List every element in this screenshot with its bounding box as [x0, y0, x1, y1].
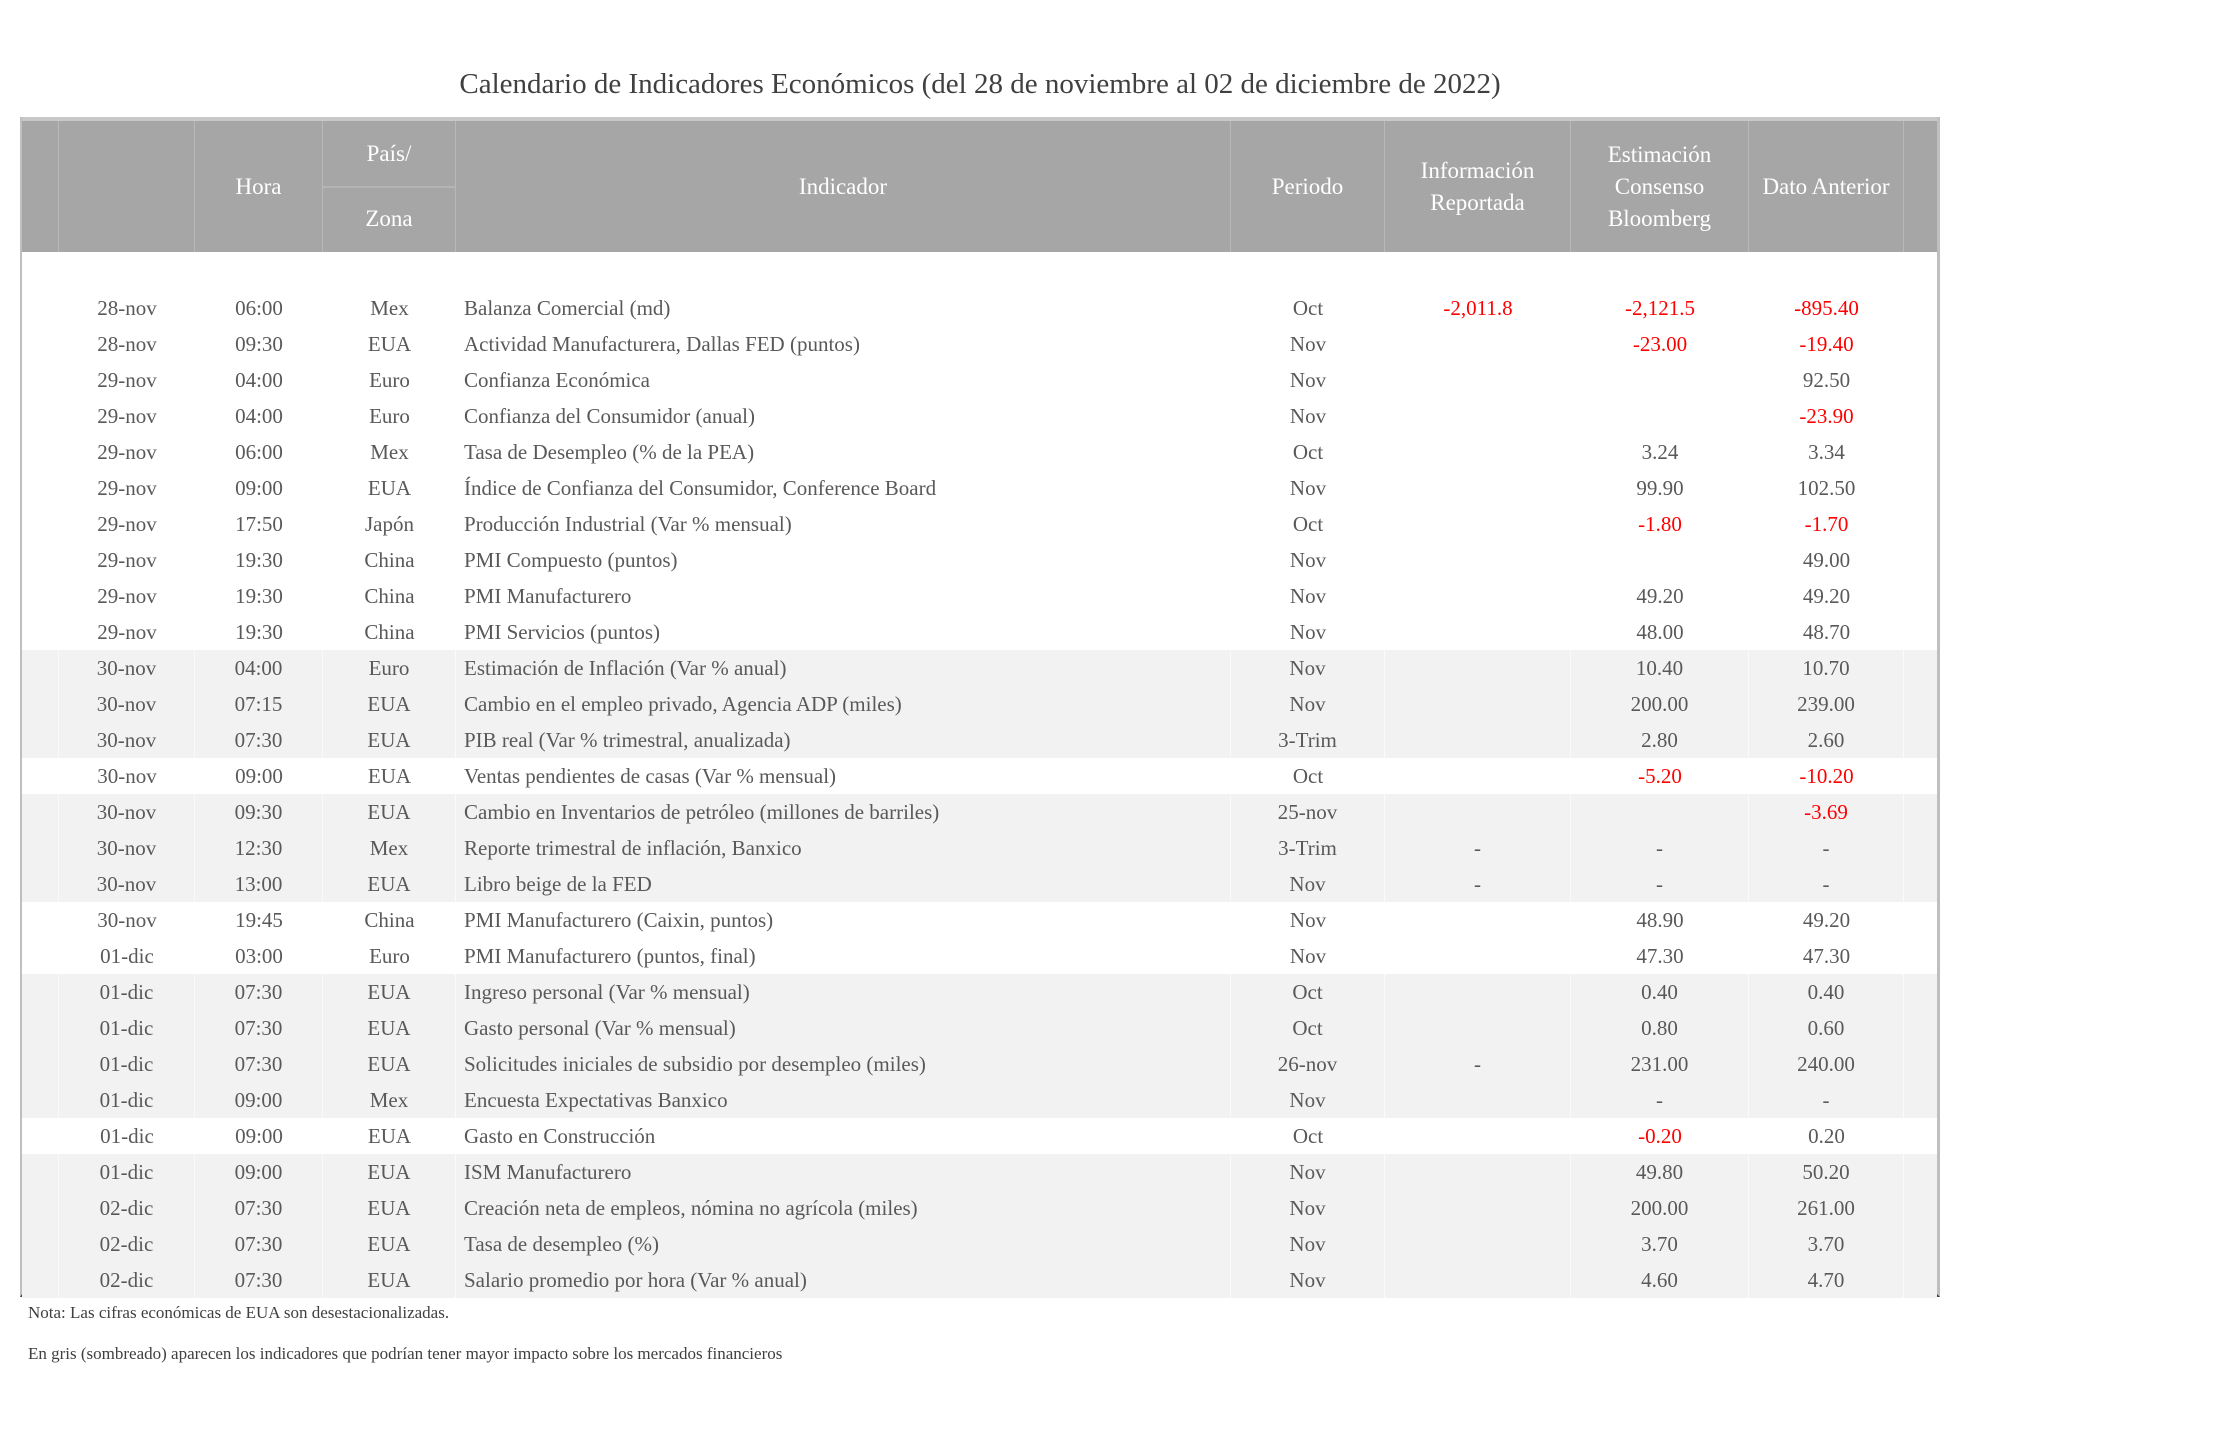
cell-periodo: Oct	[1292, 512, 1324, 536]
cell-hora: 06:00	[235, 296, 283, 320]
cell-ant: 0.20	[1808, 1124, 1845, 1148]
cell-blank	[22, 938, 59, 974]
cell-info	[1385, 686, 1571, 722]
cell-ant: 240.00	[1749, 1046, 1904, 1082]
cell-indicador: Solicitudes iniciales de subsidio por desempleo (miles)	[456, 1046, 1231, 1082]
cell-ant: -	[1749, 1082, 1904, 1118]
cell-pais: Euro	[323, 650, 456, 686]
cell-est	[1571, 542, 1749, 578]
cell-fecha: 01-dic	[59, 1082, 195, 1118]
cell-fecha: 30-nov	[97, 908, 157, 932]
cell-indicador: Gasto en Construcción	[464, 1124, 656, 1148]
cell-fecha: 01-dic	[100, 1124, 154, 1148]
cell-ant: 102.50	[1797, 476, 1856, 500]
cell-est: -5.20	[1638, 764, 1682, 788]
cell-periodo: Oct	[1231, 974, 1385, 1010]
cell-fecha: 01-dic	[59, 974, 195, 1010]
cell-pais: China	[364, 908, 415, 932]
cell-blank	[22, 1262, 59, 1298]
cell-fecha: 30-nov	[59, 686, 195, 722]
cell-blank	[22, 1118, 59, 1154]
cell-indicador: Tasa de desempleo (%)	[456, 1226, 1231, 1262]
header-dato-anterior: Dato Anterior	[1749, 121, 1904, 252]
table-row	[22, 794, 1937, 830]
cell-blank	[22, 650, 59, 686]
cell-periodo: Nov	[1231, 1226, 1385, 1262]
cell-info	[1385, 434, 1571, 470]
cell-periodo: 25-nov	[1231, 794, 1385, 830]
cell-info	[1385, 614, 1571, 650]
cell-est: 49.80	[1571, 1154, 1749, 1190]
cell-indicador: Confianza Económica	[464, 368, 651, 392]
cell-hora: 19:45	[235, 908, 283, 932]
cell-info	[1385, 506, 1571, 542]
header-blank-right	[1904, 121, 1942, 252]
cell-fecha: 30-nov	[59, 722, 195, 758]
cell-pais: EUA	[323, 974, 456, 1010]
cell-info	[1385, 1226, 1571, 1262]
table-row	[22, 1154, 1937, 1190]
cell-indicador: Tasa de Desempleo (% de la PEA)	[464, 440, 755, 464]
cell-fecha: 29-nov	[97, 548, 157, 572]
cell-info: -	[1385, 1046, 1571, 1082]
cell-fecha: 02-dic	[59, 1190, 195, 1226]
cell-fecha: 02-dic	[59, 1262, 195, 1298]
cell-fecha: 29-nov	[97, 368, 157, 392]
cell-info	[1385, 938, 1571, 974]
cell-hora: 07:30	[195, 1262, 323, 1298]
cell-est: -1.80	[1638, 512, 1682, 536]
cell-est: 3.70	[1571, 1226, 1749, 1262]
cell-pais: EUA	[367, 764, 412, 788]
cell-est: 47.30	[1636, 944, 1684, 968]
cell-periodo: Nov	[1289, 332, 1327, 356]
header-pais	[323, 121, 456, 252]
cell-blank	[22, 614, 59, 650]
cell-blank	[22, 470, 59, 506]
cell-info	[1385, 542, 1571, 578]
cell-est: 10.40	[1571, 650, 1749, 686]
cell-ant: 0.40	[1749, 974, 1904, 1010]
cell-periodo: 26-nov	[1231, 1046, 1385, 1082]
cell-indicador: PIB real (Var % trimestral, anualizada)	[456, 722, 1231, 758]
cell-ant: -	[1749, 830, 1904, 866]
cell-blank	[22, 398, 59, 434]
cell-fecha: 01-dic	[59, 1046, 195, 1082]
cell-hora: 04:00	[235, 404, 283, 428]
table-row	[22, 290, 1937, 326]
cell-pais: Mex	[370, 296, 409, 320]
cell-est: -	[1571, 866, 1749, 902]
table-row	[22, 830, 1937, 866]
cell-fecha: 29-nov	[97, 512, 157, 536]
cell-est	[1571, 398, 1749, 434]
cell-hora: 03:00	[235, 944, 283, 968]
cell-periodo: Oct	[1292, 296, 1324, 320]
cell-periodo: Nov	[1231, 866, 1385, 902]
cell-pais: Euro	[369, 368, 410, 392]
cell-indicador: Cambio en Inventarios de petróleo (millones de barriles)	[456, 794, 1231, 830]
table-row	[22, 758, 1937, 794]
cell-blank	[22, 1082, 59, 1118]
cell-est: 200.00	[1571, 1190, 1749, 1226]
cell-ant: 3.70	[1749, 1226, 1904, 1262]
table-row	[22, 686, 1937, 722]
cell-indicador: Creación neta de empleos, nómina no agrícola (miles)	[456, 1190, 1231, 1226]
cell-pais: China	[364, 620, 415, 644]
cell-periodo: Nov	[1231, 1190, 1385, 1226]
cell-periodo: Nov	[1289, 944, 1327, 968]
note-shading: En gris (sombreado) aparecen los indicadores que podrían tener mayor impacto sobre los mercados financieros	[28, 1344, 783, 1363]
cell-hora: 09:30	[235, 332, 283, 356]
header-hora: Hora	[195, 121, 323, 252]
table-row	[22, 866, 1937, 902]
cell-ant: 261.00	[1749, 1190, 1904, 1226]
header-estimacion-consenso: Estimación Consenso Bloomberg	[1571, 121, 1749, 252]
cell-hora: 04:00	[195, 650, 323, 686]
cell-blank	[22, 1046, 59, 1082]
cell-info	[1385, 902, 1571, 938]
cell-ant: 0.60	[1749, 1010, 1904, 1046]
cell-periodo: Oct	[1292, 1124, 1324, 1148]
cell-blank	[22, 1190, 59, 1226]
cell-info	[1385, 758, 1571, 794]
cell-blank	[22, 1226, 59, 1262]
cell-indicador: Salario promedio por hora (Var % anual)	[456, 1262, 1231, 1298]
cell-indicador: PMI Manufacturero (puntos, final)	[464, 944, 756, 968]
table-row	[22, 1226, 1937, 1262]
table-row	[22, 506, 1937, 542]
cell-periodo: Nov	[1231, 1082, 1385, 1118]
cell-hora: 06:00	[235, 440, 283, 464]
cell-info	[1385, 1190, 1571, 1226]
cell-periodo: Nov	[1289, 548, 1327, 572]
cell-periodo: Nov	[1231, 1262, 1385, 1298]
cell-est	[1571, 362, 1749, 398]
cell-periodo: Nov	[1231, 686, 1385, 722]
cell-fecha: 29-nov	[97, 440, 157, 464]
cell-hora: 19:30	[235, 620, 283, 644]
cell-indicador: Gasto personal (Var % mensual)	[456, 1010, 1231, 1046]
header-informacion-reportada: Información Reportada	[1385, 121, 1571, 252]
cell-indicador: PMI Servicios (puntos)	[464, 620, 660, 644]
cell-est: -	[1571, 1082, 1749, 1118]
cell-periodo: Nov	[1289, 404, 1327, 428]
cell-blank	[22, 794, 59, 830]
cell-info	[1385, 1010, 1571, 1046]
cell-periodo: Nov	[1289, 584, 1327, 608]
cell-hora: 09:00	[195, 1082, 323, 1118]
cell-info	[1385, 794, 1571, 830]
table-row	[22, 326, 1937, 362]
cell-ant: -23.90	[1799, 404, 1854, 428]
table-row	[22, 470, 1937, 506]
cell-info	[1385, 1262, 1571, 1298]
cell-indicador: Producción Industrial (Var % mensual)	[464, 512, 792, 536]
cell-fecha: 29-nov	[97, 476, 157, 500]
cell-hora: 09:00	[235, 764, 283, 788]
cell-hora: 17:50	[235, 512, 283, 536]
cell-est: 3.24	[1641, 440, 1679, 464]
cell-hora: 07:30	[195, 1046, 323, 1082]
cell-est: 0.80	[1571, 1010, 1749, 1046]
cell-hora: 12:30	[195, 830, 323, 866]
table-row	[22, 938, 1937, 974]
cell-hora: 07:30	[195, 1010, 323, 1046]
header-pais-line2: Zona	[365, 205, 413, 231]
table-title: Calendario de Indicadores Económicos (del 28 de noviembre al 02 de diciembre de 2022)	[459, 68, 1501, 100]
cell-fecha: 01-dic	[100, 944, 154, 968]
cell-pais: China	[364, 584, 415, 608]
cell-indicador: Actividad Manufacturera, Dallas FED (puntos)	[464, 332, 860, 356]
cell-fecha: 29-nov	[97, 620, 157, 644]
header-blank	[22, 121, 59, 252]
cell-blank	[22, 1154, 59, 1190]
cell-indicador: PMI Manufacturero (Caixin, puntos)	[464, 908, 774, 932]
cell-est: 2.80	[1571, 722, 1749, 758]
cell-pais: Mex	[323, 830, 456, 866]
cell-periodo: Oct	[1231, 1010, 1385, 1046]
cell-fecha: 02-dic	[59, 1226, 195, 1262]
cell-periodo: Nov	[1289, 908, 1327, 932]
cell-fecha: 29-nov	[97, 404, 157, 428]
table-row	[22, 542, 1937, 578]
cell-fecha: 01-dic	[59, 1010, 195, 1046]
cell-fecha: 30-nov	[59, 830, 195, 866]
cell-est: 231.00	[1571, 1046, 1749, 1082]
cell-pais: EUA	[367, 1124, 412, 1148]
cell-pais: EUA	[367, 332, 412, 356]
cell-periodo: Nov	[1289, 620, 1327, 644]
cell-ant: -3.69	[1749, 794, 1904, 830]
cell-hora: 09:00	[235, 1124, 283, 1148]
cell-periodo: Oct	[1292, 440, 1324, 464]
cell-ant: 49.00	[1802, 548, 1851, 572]
cell-info: -2,011.8	[1443, 296, 1513, 320]
cell-ant: -19.40	[1799, 332, 1854, 356]
cell-indicador: ISM Manufacturero	[456, 1154, 1231, 1190]
cell-pais: EUA	[323, 1010, 456, 1046]
cell-hora: 07:30	[195, 1226, 323, 1262]
cell-ant: -10.20	[1799, 764, 1854, 788]
cell-hora: 07:30	[195, 974, 323, 1010]
cell-fecha: 28-nov	[97, 296, 157, 320]
cell-info	[1385, 1154, 1571, 1190]
cell-est: 0.40	[1571, 974, 1749, 1010]
cell-hora: 07:15	[195, 686, 323, 722]
cell-info	[1385, 578, 1571, 614]
cell-ant: 50.20	[1749, 1154, 1904, 1190]
cell-indicador: Confianza del Consumidor (anual)	[464, 404, 756, 428]
cell-est: -0.20	[1638, 1124, 1682, 1148]
table-row	[22, 1262, 1937, 1298]
cell-indicador: PMI Compuesto (puntos)	[464, 548, 678, 572]
cell-indicador: Ingreso personal (Var % mensual)	[456, 974, 1231, 1010]
cell-hora: 09:00	[235, 476, 283, 500]
cell-fecha: 30-nov	[59, 650, 195, 686]
cell-pais: EUA	[323, 1154, 456, 1190]
cell-blank	[22, 434, 59, 470]
cell-info	[1385, 326, 1571, 362]
cell-periodo: Nov	[1231, 1154, 1385, 1190]
cell-blank	[22, 506, 59, 542]
cell-info	[1385, 398, 1571, 434]
cell-fecha: 29-nov	[97, 584, 157, 608]
table-row	[22, 614, 1937, 650]
cell-pais: Japón	[365, 512, 414, 536]
cell-periodo: Nov	[1231, 650, 1385, 686]
table-row	[22, 974, 1937, 1010]
table-header	[22, 117, 1937, 252]
header-periodo: Periodo	[1231, 121, 1385, 252]
cell-blank	[22, 1010, 59, 1046]
cell-blank	[22, 290, 59, 326]
cell-ant: 3.34	[1808, 440, 1845, 464]
cell-hora: 09:30	[195, 794, 323, 830]
table-row	[22, 398, 1937, 434]
cell-fecha: 30-nov	[97, 764, 157, 788]
table-row	[22, 1082, 1937, 1118]
cell-ant: 47.30	[1802, 944, 1851, 968]
table-row	[22, 1118, 1937, 1154]
cell-ant: 4.70	[1749, 1262, 1904, 1298]
cell-info: -	[1385, 866, 1571, 902]
cell-info	[1385, 650, 1571, 686]
cell-pais: Euro	[369, 944, 410, 968]
cell-ant: -1.70	[1804, 512, 1849, 536]
cell-est: -	[1571, 830, 1749, 866]
table-row	[22, 1046, 1937, 1082]
cell-ant: 92.50	[1802, 368, 1851, 392]
cell-indicador: Ventas pendientes de casas (Var % mensual)	[464, 764, 837, 788]
cell-ant: 48.70	[1802, 620, 1851, 644]
header-fecha	[59, 121, 195, 252]
cell-info	[1385, 974, 1571, 1010]
cell-hora: 07:30	[195, 1190, 323, 1226]
table-row	[22, 434, 1937, 470]
table-row	[22, 650, 1937, 686]
cell-blank	[22, 362, 59, 398]
cell-blank	[22, 902, 59, 938]
cell-fecha: 30-nov	[59, 794, 195, 830]
cell-info	[1385, 1118, 1571, 1154]
cell-info	[1385, 470, 1571, 506]
cell-pais: EUA	[323, 1226, 456, 1262]
cell-ant: 2.60	[1749, 722, 1904, 758]
cell-blank	[22, 974, 59, 1010]
cell-ant: 239.00	[1749, 686, 1904, 722]
cell-est: 48.00	[1636, 620, 1684, 644]
cell-blank	[22, 326, 59, 362]
cell-blank	[22, 542, 59, 578]
table-row	[22, 902, 1937, 938]
cell-fecha: 28-nov	[97, 332, 157, 356]
cell-periodo: 3-Trim	[1231, 722, 1385, 758]
cell-ant: 10.70	[1749, 650, 1904, 686]
cell-pais: Mex	[370, 440, 409, 464]
table-row	[22, 722, 1937, 758]
cell-pais: EUA	[323, 866, 456, 902]
cell-pais: China	[364, 548, 415, 572]
cell-est: 49.20	[1636, 584, 1684, 608]
table-row	[22, 1010, 1937, 1046]
cell-indicador: Estimación de Inflación (Var % anual)	[456, 650, 1231, 686]
cell-fecha: 30-nov	[59, 866, 195, 902]
economic-calendar-table	[20, 117, 1940, 1297]
cell-est: 99.90	[1636, 476, 1684, 500]
cell-blank	[22, 722, 59, 758]
cell-periodo: Oct	[1292, 764, 1324, 788]
cell-pais: EUA	[323, 686, 456, 722]
cell-info	[1385, 1082, 1571, 1118]
cell-est: 48.90	[1636, 908, 1684, 932]
cell-info	[1385, 722, 1571, 758]
cell-info: -	[1385, 830, 1571, 866]
cell-hora: 07:30	[195, 722, 323, 758]
cell-indicador: Encuesta Expectativas Banxico	[456, 1082, 1231, 1118]
cell-pais: Euro	[369, 404, 410, 428]
cell-periodo: Nov	[1289, 476, 1327, 500]
cell-pais: EUA	[367, 476, 412, 500]
cell-periodo: Nov	[1289, 368, 1327, 392]
cell-blank	[22, 686, 59, 722]
cell-periodo: 3-Trim	[1231, 830, 1385, 866]
header-indicador: Indicador	[456, 121, 1231, 252]
cell-pais: EUA	[323, 794, 456, 830]
cell-pais: Mex	[323, 1082, 456, 1118]
cell-hora: 04:00	[235, 368, 283, 392]
cell-est: -2,121.5	[1625, 296, 1695, 320]
cell-indicador: Libro beige de la FED	[456, 866, 1231, 902]
cell-indicador: Cambio en el empleo privado, Agencia ADP (miles)	[456, 686, 1231, 722]
cell-blank	[22, 866, 59, 902]
cell-fecha: 01-dic	[59, 1154, 195, 1190]
cell-pais: EUA	[323, 722, 456, 758]
table-row	[22, 1190, 1937, 1226]
cell-est: 4.60	[1571, 1262, 1749, 1298]
cell-indicador: Índice de Confianza del Consumidor, Conference Board	[464, 476, 937, 500]
cell-indicador: Reporte trimestral de inflación, Banxico	[456, 830, 1231, 866]
cell-hora: 09:00	[195, 1154, 323, 1190]
header-pais-line1: País/	[323, 121, 455, 188]
cell-hora: 19:30	[235, 548, 283, 572]
cell-hora: 13:00	[195, 866, 323, 902]
cell-blank	[22, 758, 59, 794]
cell-ant: 49.20	[1802, 584, 1851, 608]
cell-est: -23.00	[1632, 332, 1688, 356]
cell-blank	[22, 578, 59, 614]
cell-blank	[22, 830, 59, 866]
cell-pais: EUA	[323, 1262, 456, 1298]
cell-ant: -	[1749, 866, 1904, 902]
cell-info	[1385, 362, 1571, 398]
cell-hora: 19:30	[235, 584, 283, 608]
note-seasonal: Nota: Las cifras económicas de EUA son desestacionalizadas.	[28, 1303, 450, 1322]
table-row	[22, 362, 1937, 398]
cell-est: 200.00	[1571, 686, 1749, 722]
cell-pais: EUA	[323, 1190, 456, 1226]
cell-indicador: PMI Manufacturero	[464, 584, 632, 608]
cell-est	[1571, 794, 1749, 830]
table-row	[22, 578, 1937, 614]
cell-indicador: Balanza Comercial (md)	[464, 296, 671, 320]
cell-ant: 49.20	[1802, 908, 1851, 932]
cell-ant: -895.40	[1794, 296, 1859, 320]
cell-pais: EUA	[323, 1046, 456, 1082]
